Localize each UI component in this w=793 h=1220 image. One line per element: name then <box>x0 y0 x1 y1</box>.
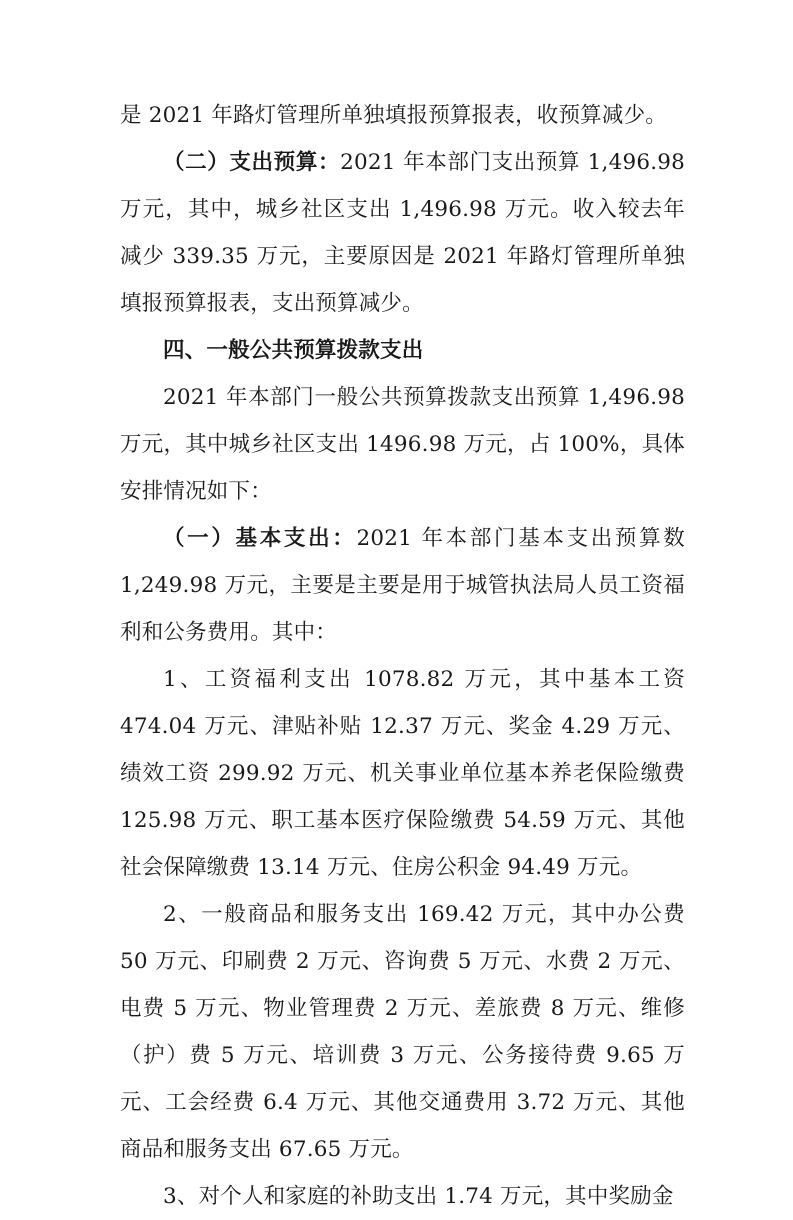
paragraph-label: （一）基本支出： <box>163 526 357 551</box>
paragraph-text: 2021 年本部门支出预算 1,496.98 万元，其中，城乡社区支出 1,496.98 万元。收入较去年减少 339.35 万元，主要原因是 2021 年路灯管理所单独填报预算报表，支出预算减少。 <box>120 150 686 316</box>
section-heading <box>120 327 685 374</box>
paragraph <box>120 515 685 656</box>
paragraph-text: 是 2021 年路灯管理所单独填报预算报表，收预算减少。 <box>120 103 667 128</box>
paragraph-label: （二）支出预算： <box>163 150 341 175</box>
paragraph-text: 1、工资福利支出 1078.82 万元，其中基本工资 474.04 万元、津贴补贴 12.37 万元、奖金 4.29 万元、绩效工资 299.92 万元、机关事业单位基本养老保险缴费 125.98 万元、职工基本医疗保险缴费 54.59 万元、其他社会保障缴费 13.14 万元、住房公积金 94.49 万元。 <box>120 667 685 880</box>
document-body <box>120 92 685 1220</box>
paragraph <box>120 891 685 1173</box>
paragraph-text: 3、对个人和家庭的补助支出 1.74 万元，其中奖励金 <box>163 1184 674 1209</box>
paragraph <box>120 92 685 139</box>
paragraph-text: 2、一般商品和服务支出 169.42 万元，其中办公费 50 万元、印刷费 2 万元、咨询费 5 万元、水费 2 万元、电费 5 万元、物业管理费 2 万元、差旅费 8 万元、维修（护）费 5 万元、培训费 3 万元、公务接待费 9.65 万元、工会经费 6.4 万元、其他交通费用 3.72 万元、其他商品和服务支出 67.65 万元。 <box>120 902 685 1162</box>
paragraph-label: 四、一般公共预算拨款支出 <box>163 338 424 363</box>
paragraph <box>120 139 685 327</box>
paragraph <box>120 374 685 515</box>
paragraph-text: 2021 年本部门一般公共预算拨款支出预算 1,496.98 万元，其中城乡社区支出 1496.98 万元，占 100%，具体安排情况如下： <box>120 385 685 504</box>
paragraph <box>120 656 685 891</box>
paragraph-text: 2021 年本部门基本支出预算数 1,249.98 万元，主要是主要是用于城管执法局人员工资福利和公务费用。其中： <box>120 526 685 645</box>
paragraph <box>120 1173 685 1220</box>
